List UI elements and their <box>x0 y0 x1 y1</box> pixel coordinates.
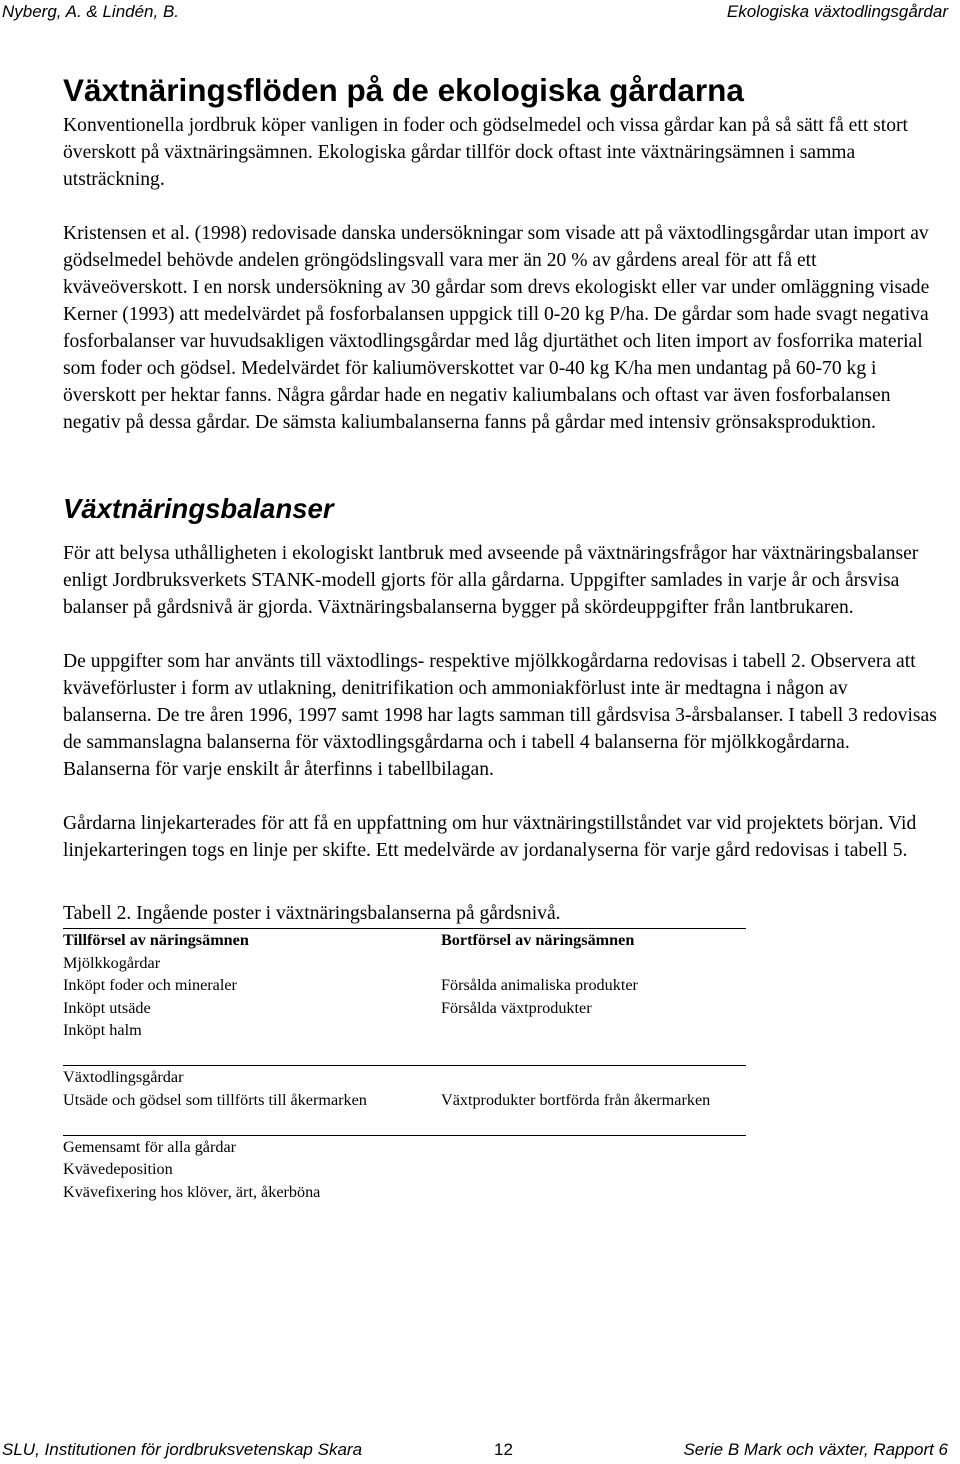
section-title-vaxtnaringsfloden: Växtnäringsflöden på de ekologiska gårdarna <box>63 72 744 108</box>
table-caption: Tabell 2. Ingående poster i växtnäringsbalanserna på gårdsnivå. <box>63 903 561 924</box>
table-row <box>63 1158 746 1181</box>
paragraph: Konventionella jordbruk köper vanligen in foder och gödselmedel och vissa gårdar kan på så sätt få ett stort överskott på växtnäringsämnen. Ekologiska gårdar tillför dock oftast inte växtnäringsämnen i samma utsträckning. <box>63 115 908 190</box>
paragraph: Gårdarna linjekarterades för att få en uppfattning om hur växtnäringstillståndet var vid projektets början. Vid linjekarteringen togs en linje per skifte. Ett medelvärde av jordanalyserna för varje gård redovisas i tabell 5. <box>63 813 917 861</box>
group-title: Mjölkkogårdar <box>63 953 161 972</box>
page-header <box>0 0 960 24</box>
column-header: Tillförsel av näringsämnen <box>63 931 249 949</box>
table-row <box>63 952 746 975</box>
section-title-vaxtnaringsbalanser: Växtnäringsbalanser <box>63 493 334 524</box>
table-cell: Inköpt foder och mineraler <box>63 976 237 994</box>
table-cell: Växtprodukter bortförda från åkermarken <box>441 1090 711 1109</box>
nutrient-balance-table <box>63 928 746 1203</box>
paragraph: Kristensen et al. (1998) redovisade danska undersökningar som visade att på växtodlingsgårdar utan import av gödselmedel behövde andelen gröngödslingsvall vara mer än 20 % av gårdens areal för att få ett kväveöverskott. I en norsk undersökning av 30 gårdar som drevs ekologiskt eller var under omläggning visade Kerner (1993) att medelvärdet på fosforbalansen uppgick till 0-20 kg P/ha. De gårdar som hade svagt negativa fosforbalanser var huvudsakligen växtodlingsgårdar med låg djurtäthet och liten import av fosforrika material som foder och gödsel. Medelvärdet för kaliumöverskottet var 0-40 kg K/ha men undantag på 60-70 kg i överskott per hektar fanns. Några gårdar hade en negativ kaliumbalans och oftast var även fosforbalansen negativ på dessa gårdar. De sämsta kaliumbalanserna fanns på gårdar med intensiv grönsaksproduktion. <box>63 223 930 433</box>
table-cell <box>441 1158 746 1181</box>
footer-institution: SLU, Institutionen för jordbruksvetenskap Skara <box>2 1440 363 1459</box>
table-cell: Kvävedeposition <box>63 1160 173 1178</box>
group-title: Gemensamt för alla gårdar <box>63 1135 441 1158</box>
table-cell: Utsäde och gödsel som tillförts till åkermarken <box>63 1090 367 1109</box>
table-cell: Försålda växtprodukter <box>441 998 592 1017</box>
group-title: Växtodlingsgårdar <box>63 1066 441 1089</box>
table-row <box>63 1066 746 1089</box>
table-cell: Kvävefixering hos klöver, ärt, åkerböna <box>63 1182 321 1201</box>
page-footer <box>0 1438 960 1462</box>
table-row <box>63 1089 746 1112</box>
table-cell: Försålda animaliska produkter <box>441 976 638 994</box>
table-cell: Inköpt utsäde <box>63 998 151 1017</box>
paragraph: För att belysa uthålligheten i ekologiskt lantbruk med avseende på växtnäringsfrågor har växtnäringsbalanser enligt Jordbruksverkets STANK-modell gjorts för alla gårdarna. Uppgifter samlades in varje år och årsvisa balanser på gårdsnivå är gjorda. Växtnäringsbalanserna bygger på skördeuppgifter från lantbrukaren. <box>63 543 919 618</box>
page-number: 12 <box>494 1440 513 1459</box>
page-body <box>63 68 938 1203</box>
table-row <box>63 974 746 997</box>
table-row <box>63 997 746 1020</box>
header-authors: Nyberg, A. & Lindén, B. <box>2 2 180 21</box>
table-row <box>63 1181 746 1204</box>
footer-series: Serie B Mark och växter, Rapport 6 <box>683 1440 948 1459</box>
column-header: Bortförsel av näringsämnen <box>441 931 635 949</box>
table-cell <box>441 1019 746 1042</box>
table-cell <box>441 1181 746 1204</box>
table-row <box>63 1135 746 1158</box>
table-cell: Inköpt halm <box>63 1021 142 1039</box>
header-report-title: Ekologiska växtodlingsgårdar <box>726 2 948 21</box>
paragraph: De uppgifter som har använts till växtodlings- respektive mjölkkogårdarna redovisas i tabell 2. Observera att kväveförluster i form av utlakning, denitrifikation och ammoniakförlust inte är medtagna i någon av balanserna. De tre åren 1996, 1997 samt 1998 har lagts samman till gårdsvisa 3-årsbalanser. I tabell 3 redovisas de sammanslagna balanserna för växtodlingsgårdarna och i tabell 4 balanserna för mjölkkogårdarna. Balanserna för varje enskilt år återfinns i tabellbilagan. <box>63 651 937 780</box>
table-header-row <box>63 929 746 952</box>
table-row <box>63 1019 746 1042</box>
